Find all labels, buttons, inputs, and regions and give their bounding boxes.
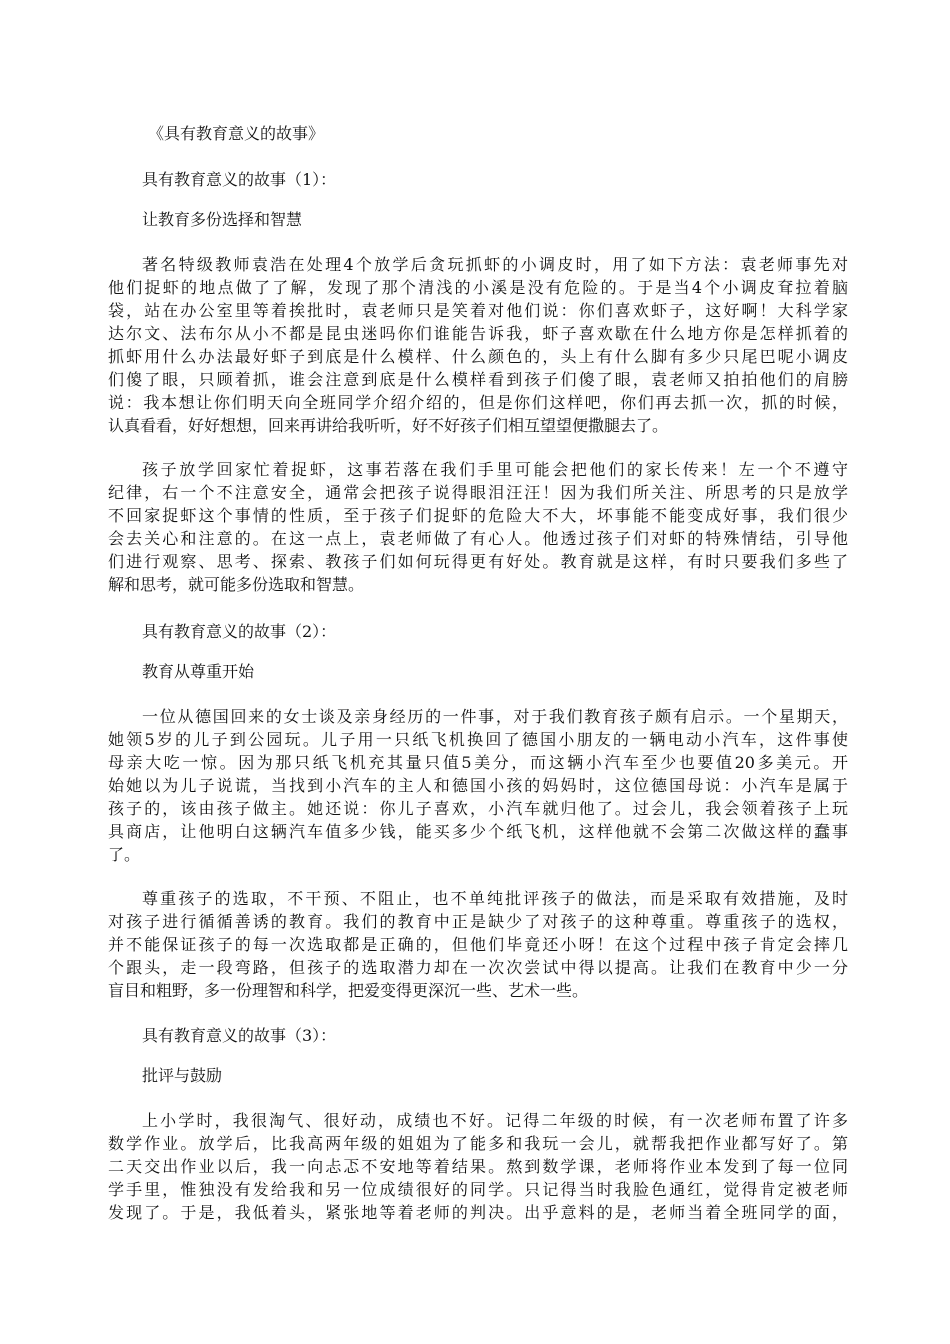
section-3-paragraph-1 (108, 1109, 848, 1224)
section-1-paragraph-2 (108, 458, 848, 596)
text-line: 上小学时，我很淘气、很好动，成绩也不好。记得二年级的时候，有一次老师布置了许多 (142, 1111, 848, 1130)
section-1-paragraph-1 (108, 253, 848, 437)
text-line: 尊重孩子的选取，不干预、不阻止，也不单纯批评孩子的做法，而是采取有效措施，及时 (142, 889, 848, 908)
text-line: 认真看看，好好想想，回来再讲给我听听，好不好孩子们相互望望便撒腿去了。 (108, 416, 669, 435)
text-line: 孩子放学回家忙着捉虾，这事若落在我们手里可能会把他们的家长传来！左一个不遵守 (142, 460, 848, 479)
text-line: 了。 (108, 845, 141, 864)
text-line: 数学作业。放学后，比我高两年级的姐姐为了能多和我玩一会儿，就帮我把作业都写好了。第 (108, 1134, 848, 1153)
text-line: 袋，站在办公室里等着挨批时，袁老师只是笑着对他们说：你们喜欢虾子，这好啊！大科学家 (108, 301, 848, 320)
document-title: 《具有教育意义的故事》 (148, 124, 325, 143)
text-line: 她领5岁的儿子到公园玩。儿子用一只纸飞机换回了德国小朋友的一辆电动小汽车，这件事使 (108, 730, 848, 749)
text-line: 盲目和粗野，多一份理智和科学，把爱变得更深沉一些、艺术一些。 (108, 981, 589, 1000)
text-line: 抓虾用什么办法最好虾子到底是什么模样、什么颜色的，头上有什么脚有多少只尾巴呢小调皮 (108, 347, 848, 366)
text-line: 们进行观察、思考、探索、教孩子们如何玩得更有好处。教育就是这样，有时只要我们多些了 (108, 552, 848, 571)
section-2-paragraph-2 (108, 887, 848, 1002)
text-line: 们傻了眼，只顾着抓，谁会注意到底是什么模样看到孩子们傻了眼，袁老师又拍拍他们的肩膀 (108, 370, 848, 389)
text-line: 解和思考，就可能多份选取和智慧。 (108, 575, 365, 594)
text-line: 学手里，惟独没有发给我和另一位成绩很好的同学。只记得当时我脸色通红，觉得肯定被老师 (108, 1180, 848, 1199)
text-line: 发现了。于是，我低着头，紧张地等着老师的判决。出乎意料的是，老师当着全班同学的面， (108, 1203, 848, 1222)
text-line: 达尔文、法布尔从小不都是昆虫迷吗你们谁能告诉我，虾子喜欢歇在什么地方你是怎样抓着的 (108, 324, 848, 343)
text-line: 一位从德国回来的女士谈及亲身经历的一件事，对于我们教育孩子颇有启示。一个星期天， (142, 707, 848, 726)
section-3-heading: 具有教育意义的故事（3）： (142, 1026, 337, 1045)
section-1-heading: 具有教育意义的故事（1）： (142, 170, 337, 189)
text-line: 个跟头，走一段弯路，但孩子的选取潜力却在一次次尝试中得以提高。让我们在教育中少一分 (108, 958, 848, 977)
text-line: 并不能保证孩子的每一次选取都是正确的，但他们毕竟还小呀！在这个过程中孩子肯定会摔几 (108, 935, 848, 954)
text-line: 会去关心和注意的。在这一点上，袁老师做了有心人。他透过孩子们对虾的特殊情结，引导他 (108, 529, 848, 548)
section-3-subtitle: 批评与鼓励 (142, 1066, 223, 1085)
text-line: 二天交出作业以后，我一向忐忑不安地等着结果。熬到数学课，老师将作业本发到了每一位同 (108, 1157, 848, 1176)
text-line: 纪律，右一个不注意安全，通常会把孩子说得眼泪汪汪！因为我们所关注、所思考的只是放学 (108, 483, 848, 502)
section-2-subtitle: 教育从尊重开始 (142, 662, 255, 681)
section-2-paragraph-1 (108, 705, 848, 866)
text-line: 具商店，让他明白这辆汽车值多少钱，能买多少个纸飞机，这样他就不会第二次做这样的蠢事 (108, 822, 848, 841)
text-line: 始她以为儿子说谎，当找到小汽车的主人和德国小孩的妈妈时，这位德国母说：小汽车是属于 (108, 776, 848, 795)
text-line: 说：我本想让你们明天向全班同学介绍介绍的，但是你们这样吧，你们再去抓一次，抓的时候， (108, 393, 848, 412)
text-line: 不回家捉虾这个事情的性质，至于孩子们捉虾的危险大不大，坏事能不能变成好事，我们很少 (108, 506, 848, 525)
text-line: 孩子的，该由孩子做主。她还说：你儿子喜欢，小汽车就归他了。过会儿，我会领着孩子上玩 (108, 799, 848, 818)
text-line: 他们捉虾的地点做了了解，发现了那个清浅的小溪是没有危险的。于是当4个小调皮耷拉着脑 (108, 278, 848, 297)
section-1-subtitle: 让教育多份选择和智慧 (142, 210, 303, 229)
text-line: 母亲大吃一惊。因为那只纸飞机充其量只值5美分，而这辆小汽车至少也要值20多美元。开 (108, 753, 848, 772)
text-line: 著名特级教师袁浩在处理4个放学后贪玩抓虾的小调皮时，用了如下方法：袁老师事先对 (142, 255, 848, 274)
section-2-heading: 具有教育意义的故事（2）： (142, 622, 337, 641)
text-line: 对孩子进行循循善诱的教育。我们的教育中正是缺少了对孩子的这种尊重。尊重孩子的选权， (108, 912, 848, 931)
